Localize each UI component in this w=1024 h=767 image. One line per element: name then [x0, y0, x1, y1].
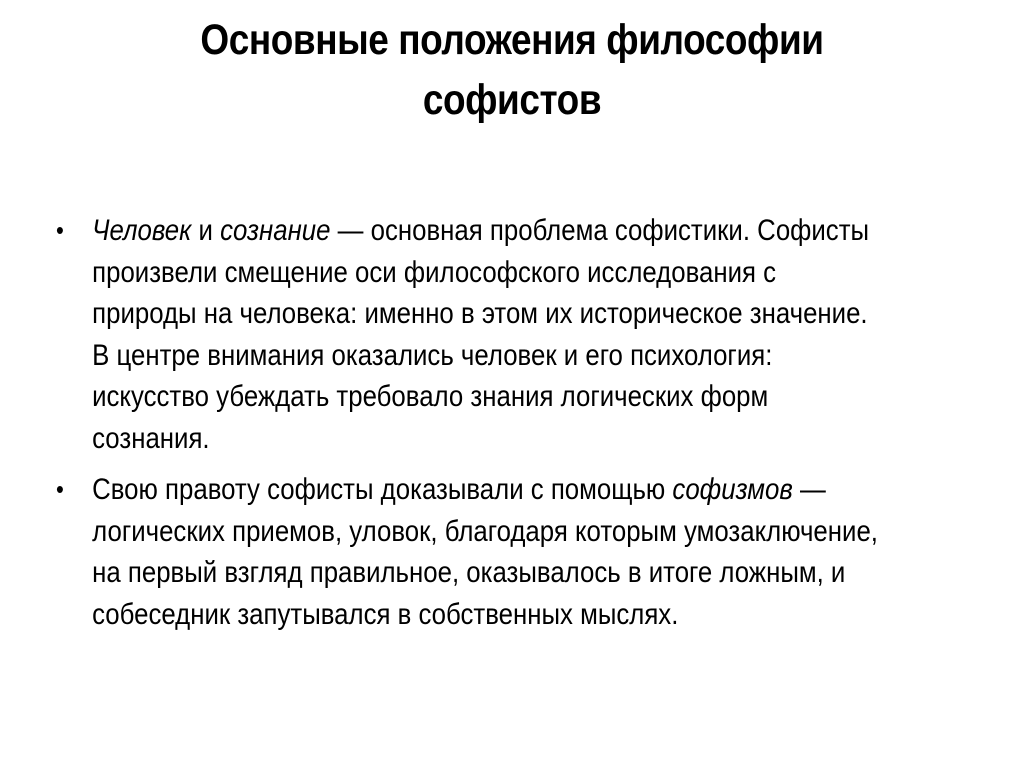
bullet-marker: •	[56, 215, 64, 245]
bullet-line: природы на человека: именно в этом их историческое значение.	[92, 297, 868, 330]
text-run: —	[792, 473, 826, 506]
title-line: Основные положения философии	[200, 16, 824, 64]
bullet-item-human-consciousness	[56, 210, 1004, 459]
bullet-line: сознания.	[92, 421, 210, 455]
bullet-list	[56, 210, 1016, 645]
text-run: — основная проблема софистики. Софисты	[330, 214, 870, 247]
slide-title	[72, 10, 953, 130]
bullet-item-sophisms	[56, 469, 1004, 635]
bullet-marker: •	[56, 474, 64, 504]
bullet-line: на первый взгляд правильное, оказывалось в итоге ложным, и	[92, 556, 846, 589]
bullet-line: искусство убеждать требовало знания логических форм	[92, 380, 769, 413]
title-line: софистов	[422, 76, 602, 124]
emphasis-term: сознание	[220, 214, 331, 247]
emphasis-term: Человек	[92, 214, 192, 247]
text-run: Свою правоту софисты доказывали с помощью	[92, 473, 673, 506]
bullet-line	[92, 210, 1004, 252]
bullet-line: произвели смещение оси философского исследования с	[92, 255, 777, 289]
emphasis-term: софизмов	[672, 473, 793, 506]
bullet-line	[92, 469, 1004, 511]
bullet-line: логических приемов, уловок, благодаря которым умозаключение,	[92, 514, 878, 548]
text-run: и	[191, 214, 221, 247]
bullet-line: В центре внимания оказались человек и его психология:	[92, 338, 773, 372]
bullet-line: собеседник запутывался в собственных мыслях.	[92, 597, 679, 631]
